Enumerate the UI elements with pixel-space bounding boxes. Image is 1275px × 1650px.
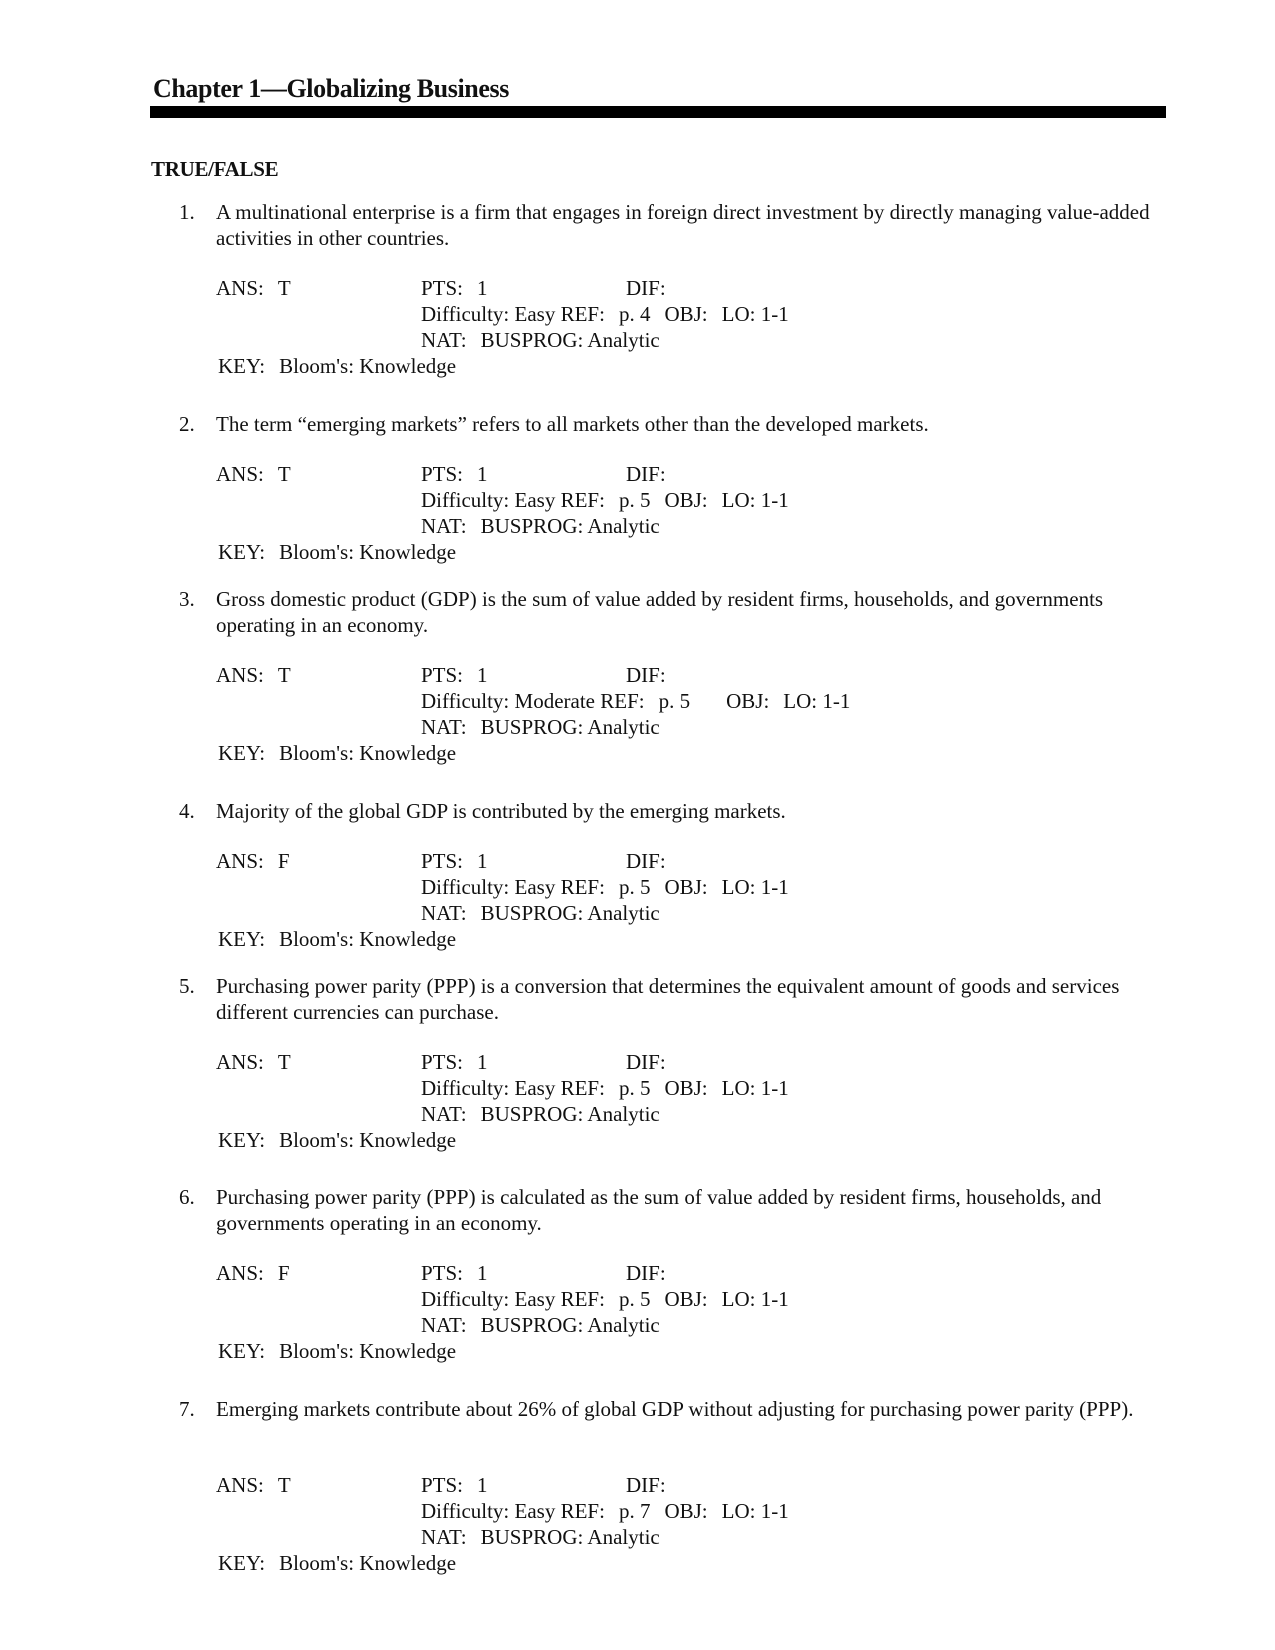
question-number: 5. <box>179 974 195 998</box>
section-heading: TRUE/FALSE <box>151 157 279 181</box>
nat-field: NAT: BUSPROG: Analytic <box>421 715 660 739</box>
difficulty-label: DIF: <box>626 849 666 873</box>
answer-field: ANS: T <box>216 1050 291 1074</box>
points-field: PTS: 1 <box>421 663 488 687</box>
difficulty-ref-obj-row: Difficulty: Easy REF: p. 4 OBJ: LO: 1-1 <box>421 302 789 326</box>
question-text: Majority of the global GDP is contributed by the emerging markets. <box>216 799 786 823</box>
difficulty-ref-obj-row: Difficulty: Easy REF: p. 5 OBJ: LO: 1-1 <box>421 488 789 512</box>
key-field: KEY: Bloom's: Knowledge <box>218 540 457 564</box>
difficulty-label: DIF: <box>626 1050 666 1074</box>
answer-metadata <box>0 1049 1275 1153</box>
answer-metadata <box>0 461 1275 565</box>
key-field: KEY: Bloom's: Knowledge <box>218 741 457 765</box>
question-number: 4. <box>179 799 195 823</box>
nat-field: NAT: BUSPROG: Analytic <box>421 328 660 352</box>
question-number: 1. <box>179 200 195 224</box>
question-text: Purchasing power parity (PPP) is a conversion that determines the equivalent amount of goods and services different currencies can purchase. <box>216 974 1120 1024</box>
question-text: Gross domestic product (GDP) is the sum of value added by resident firms, households, and governments operating in an economy. <box>216 587 1104 637</box>
question-text: Emerging markets contribute about 26% of global GDP without adjusting for purchasing power parity (PPP). <box>216 1397 1134 1421</box>
key-field: KEY: Bloom's: Knowledge <box>218 927 457 951</box>
key-field: KEY: Bloom's: Knowledge <box>218 1339 457 1363</box>
points-field: PTS: 1 <box>421 462 488 486</box>
points-field: PTS: 1 <box>421 849 488 873</box>
difficulty-ref-obj-row: Difficulty: Easy REF: p. 5 OBJ: LO: 1-1 <box>421 1076 789 1100</box>
question-text: A multinational enterprise is a firm that engages in foreign direct investment by directly managing value-added activities in other countries. <box>216 200 1150 250</box>
nat-field: NAT: BUSPROG: Analytic <box>421 901 660 925</box>
answer-field: ANS: T <box>216 462 291 486</box>
nat-field: NAT: BUSPROG: Analytic <box>421 1313 660 1337</box>
key-field: KEY: Bloom's: Knowledge <box>218 354 457 378</box>
points-field: PTS: 1 <box>421 1261 488 1285</box>
answer-metadata <box>0 848 1275 952</box>
nat-field: NAT: BUSPROG: Analytic <box>421 1525 660 1549</box>
points-field: PTS: 1 <box>421 276 488 300</box>
difficulty-ref-obj-row: Difficulty: Easy REF: p. 7 OBJ: LO: 1-1 <box>421 1499 789 1523</box>
answer-metadata <box>0 662 1275 766</box>
difficulty-ref-obj-row: Difficulty: Easy REF: p. 5 OBJ: LO: 1-1 <box>421 1287 789 1311</box>
difficulty-label: DIF: <box>626 276 666 300</box>
difficulty-ref-obj-row: Difficulty: Easy REF: p. 5 OBJ: LO: 1-1 <box>421 875 789 899</box>
chapter-title: Chapter 1—Globalizing Business <box>153 74 509 103</box>
question-text: Purchasing power parity (PPP) is calculated as the sum of value added by resident firms, households, and governments operating in an economy. <box>216 1185 1102 1235</box>
question-number: 6. <box>179 1185 195 1209</box>
difficulty-label: DIF: <box>626 462 666 486</box>
nat-field: NAT: BUSPROG: Analytic <box>421 514 660 538</box>
answer-metadata <box>0 1260 1275 1364</box>
key-field: KEY: Bloom's: Knowledge <box>218 1551 457 1575</box>
answer-field: ANS: T <box>216 663 291 687</box>
title-rule <box>150 106 1166 118</box>
answer-field: ANS: F <box>216 1261 290 1285</box>
question-number: 2. <box>179 412 195 436</box>
answer-metadata <box>0 1472 1275 1576</box>
points-field: PTS: 1 <box>421 1473 488 1497</box>
nat-field: NAT: BUSPROG: Analytic <box>421 1102 660 1126</box>
answer-field: ANS: T <box>216 276 291 300</box>
key-field: KEY: Bloom's: Knowledge <box>218 1128 457 1152</box>
question-number: 3. <box>179 587 195 611</box>
answer-metadata <box>0 275 1275 379</box>
difficulty-label: DIF: <box>626 1473 666 1497</box>
question-text: The term “emerging markets” refers to all markets other than the developed markets. <box>216 412 929 436</box>
answer-field: ANS: F <box>216 849 290 873</box>
difficulty-label: DIF: <box>626 1261 666 1285</box>
difficulty-label: DIF: <box>626 663 666 687</box>
points-field: PTS: 1 <box>421 1050 488 1074</box>
answer-field: ANS: T <box>216 1473 291 1497</box>
difficulty-ref-obj-row: Difficulty: Moderate REF: p. 5 OBJ: LO: 1-1 <box>421 689 851 713</box>
question-number: 7. <box>179 1397 195 1421</box>
